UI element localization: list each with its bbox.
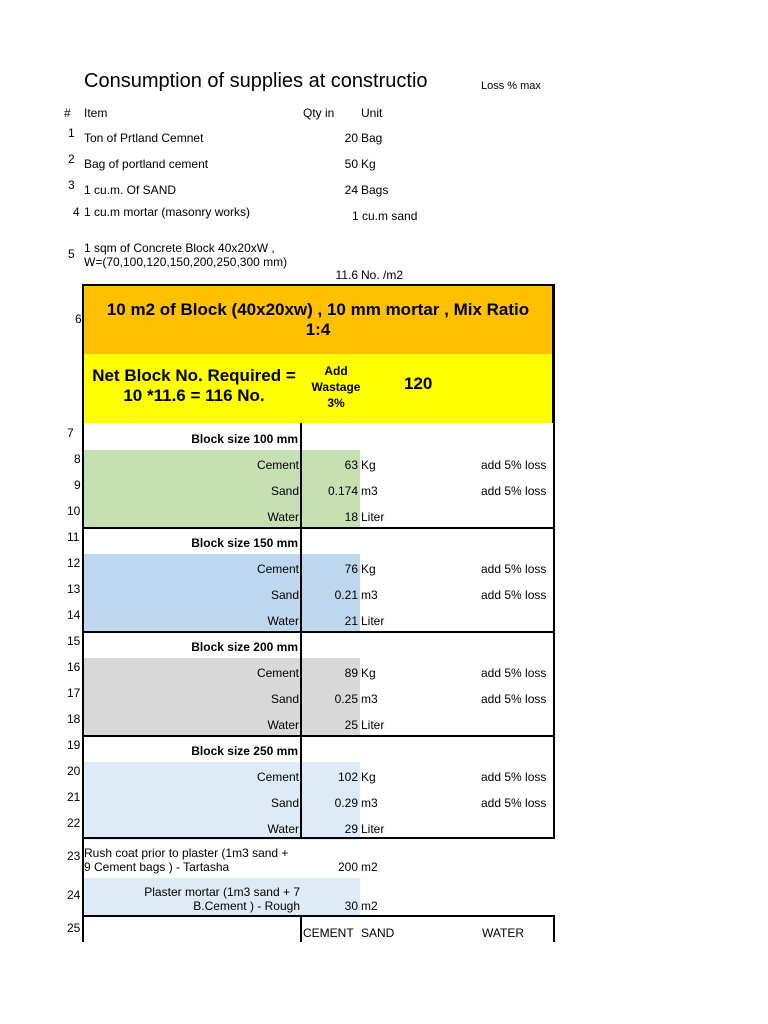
item-qty: 11.6 bbox=[335, 268, 358, 282]
row-number: 21 bbox=[67, 790, 81, 804]
row-number: 1 bbox=[68, 126, 75, 140]
material-value: 76 bbox=[344, 562, 358, 576]
wastage-note bbox=[306, 363, 366, 411]
row-number: 5 bbox=[68, 247, 75, 261]
row-number: 10 bbox=[67, 504, 81, 518]
item-label: 1 cu.m. Of SAND bbox=[84, 183, 177, 197]
net-block-row bbox=[82, 354, 554, 423]
row-number: 25 bbox=[67, 921, 81, 935]
material-value: 0.25 bbox=[334, 692, 358, 706]
material-label: Cement bbox=[256, 562, 299, 576]
material-unit: m3 bbox=[361, 692, 378, 706]
material-unit: Kg bbox=[361, 562, 376, 576]
rush-coat-value: 200 bbox=[337, 860, 358, 874]
column-divider bbox=[300, 423, 302, 838]
row-number: 22 bbox=[67, 816, 81, 830]
loss-note: add 5% loss bbox=[481, 770, 547, 784]
block-heading-box bbox=[82, 284, 554, 354]
sand-header: SAND bbox=[361, 926, 395, 940]
col-header-unit: Unit bbox=[361, 106, 383, 120]
material-unit: Liter bbox=[361, 718, 385, 732]
material-value: 29 bbox=[344, 822, 358, 836]
loss-note: add 5% loss bbox=[481, 458, 547, 472]
item-label: Bag of portland cement bbox=[84, 157, 209, 171]
table-left-border bbox=[82, 284, 84, 942]
block-heading-text: 10 m2 of Block (40x20xw) , 10 mm mortar , Mix Ratio 1:4 bbox=[106, 300, 530, 339]
cement-header: CEMENT bbox=[303, 926, 354, 940]
wastage-line2: Wastage bbox=[311, 380, 361, 394]
wastage-line3: 3% bbox=[327, 396, 345, 410]
row-number: 8 bbox=[74, 452, 81, 466]
total-block-count: 120 bbox=[404, 374, 433, 393]
item-label-line2: W=(70,100,120,150,200,250,300 mm) bbox=[84, 255, 288, 269]
loss-note: add 5% loss bbox=[481, 484, 547, 498]
material-value: 0.174 bbox=[327, 484, 358, 498]
material-label: Cement bbox=[256, 458, 299, 472]
row-number: 19 bbox=[67, 738, 81, 752]
loss-note: add 5% loss bbox=[481, 588, 547, 602]
material-unit: Liter bbox=[361, 614, 385, 628]
row-number: 2 bbox=[68, 152, 75, 166]
row-number: 13 bbox=[67, 582, 81, 596]
group-separator bbox=[82, 631, 555, 633]
material-label: Water bbox=[267, 614, 299, 628]
material-value: 89 bbox=[344, 666, 358, 680]
material-unit: Liter bbox=[361, 510, 385, 524]
item-label-line1: 1 sqm of Concrete Block 40x20xW , bbox=[84, 241, 275, 255]
row-number: 9 bbox=[74, 478, 81, 492]
item-unit: No. /m2 bbox=[361, 268, 404, 282]
material-value: 21 bbox=[344, 614, 358, 628]
net-block-text bbox=[84, 366, 304, 406]
row-number: 6 bbox=[75, 312, 82, 326]
col-header-num: # bbox=[64, 106, 71, 120]
item-unit: Bags bbox=[361, 183, 389, 197]
row-number: 12 bbox=[67, 556, 81, 570]
plaster-label bbox=[84, 885, 300, 913]
material-label: Water bbox=[267, 510, 299, 524]
row22-bottom-border bbox=[82, 837, 555, 839]
table-right-border-lower bbox=[553, 916, 555, 942]
material-label: Water bbox=[267, 718, 299, 732]
item-qty: 24 bbox=[344, 183, 358, 197]
material-label: Sand bbox=[270, 484, 299, 498]
table-right-border bbox=[553, 284, 555, 838]
material-value: 18 bbox=[344, 510, 358, 524]
item-unit: Bag bbox=[361, 131, 383, 145]
plaster-value: 30 bbox=[344, 899, 358, 913]
plaster-unit: m2 bbox=[361, 899, 378, 913]
row-number: 7 bbox=[67, 426, 74, 440]
rush-coat-line2: 9 Cement bags ) - Tartasha bbox=[84, 860, 230, 874]
loss-note: add 5% loss bbox=[481, 562, 547, 576]
material-unit: m3 bbox=[361, 588, 378, 602]
net-block-line1: Net Block No. Required = bbox=[92, 366, 296, 385]
material-label: Cement bbox=[256, 770, 299, 784]
material-label: Sand bbox=[270, 692, 299, 706]
row-number: 14 bbox=[67, 608, 81, 622]
item-qty: 20 bbox=[344, 131, 358, 145]
row-number: 20 bbox=[67, 764, 81, 778]
loss-max-header: Loss % max bbox=[481, 80, 541, 92]
rush-coat-line1: Rush coat prior to plaster (1m3 sand + bbox=[84, 846, 289, 860]
plaster-line2: B.Cement ) - Rough bbox=[193, 899, 300, 913]
item-unit: Kg bbox=[361, 157, 376, 171]
loss-note: add 5% loss bbox=[481, 796, 547, 810]
material-unit: Kg bbox=[361, 666, 376, 680]
row-number: 18 bbox=[67, 712, 81, 726]
col-header-qty: Qty in bbox=[303, 106, 335, 120]
wastage-line1: Add bbox=[324, 364, 348, 378]
material-value: 102 bbox=[337, 770, 358, 784]
row-number: 15 bbox=[67, 634, 81, 648]
row-number: 4 bbox=[73, 205, 80, 219]
material-unit: Kg bbox=[361, 458, 376, 472]
material-label: Cement bbox=[256, 666, 299, 680]
net-block-line2: 10 *11.6 = 116 No. bbox=[123, 386, 265, 405]
material-value: 63 bbox=[344, 458, 358, 472]
material-label: Sand bbox=[270, 796, 299, 810]
row-number: 24 bbox=[67, 888, 81, 902]
rush-coat-unit: m2 bbox=[361, 860, 378, 874]
block-size-title: Block size 150 mm bbox=[191, 536, 298, 550]
rush-coat-label bbox=[84, 846, 288, 874]
col-header-item: Item bbox=[84, 106, 108, 120]
material-label: Water bbox=[267, 822, 299, 836]
row-number: 16 bbox=[67, 660, 81, 674]
material-label: Sand bbox=[270, 588, 299, 602]
material-unit: m3 bbox=[361, 484, 378, 498]
item-label: 1 cu.m mortar (masonry works) bbox=[84, 205, 251, 219]
item-label: Ton of Prtland Cemnet bbox=[84, 131, 204, 145]
page-title: Consumption of supplies at constructio bbox=[84, 70, 428, 92]
item-qty: 50 bbox=[344, 157, 358, 171]
loss-note: add 5% loss bbox=[481, 692, 547, 706]
material-value: 25 bbox=[344, 718, 358, 732]
row-number: 11 bbox=[67, 530, 80, 544]
material-unit: Liter bbox=[361, 822, 385, 836]
block-size-title: Block size 250 mm bbox=[191, 744, 298, 758]
block-size-title: Block size 200 mm bbox=[191, 640, 298, 654]
item-unit: 1 cu.m sand bbox=[352, 209, 418, 223]
group-separator bbox=[82, 527, 555, 529]
row25-top-border bbox=[82, 915, 555, 917]
row-number: 3 bbox=[68, 178, 75, 192]
column-divider-lower bbox=[300, 916, 302, 942]
row-number: 17 bbox=[67, 686, 81, 700]
plaster-line1: Plaster mortar (1m3 sand + 7 bbox=[144, 885, 300, 899]
material-value: 0.29 bbox=[334, 796, 358, 810]
material-value: 0.21 bbox=[334, 588, 358, 602]
loss-note: add 5% loss bbox=[481, 666, 547, 680]
material-unit: m3 bbox=[361, 796, 378, 810]
block-size-title: Block size 100 mm bbox=[191, 432, 298, 446]
material-unit: Kg bbox=[361, 770, 376, 784]
water-header: WATER bbox=[482, 926, 524, 940]
group-separator bbox=[82, 735, 555, 737]
row-number: 23 bbox=[67, 849, 81, 863]
